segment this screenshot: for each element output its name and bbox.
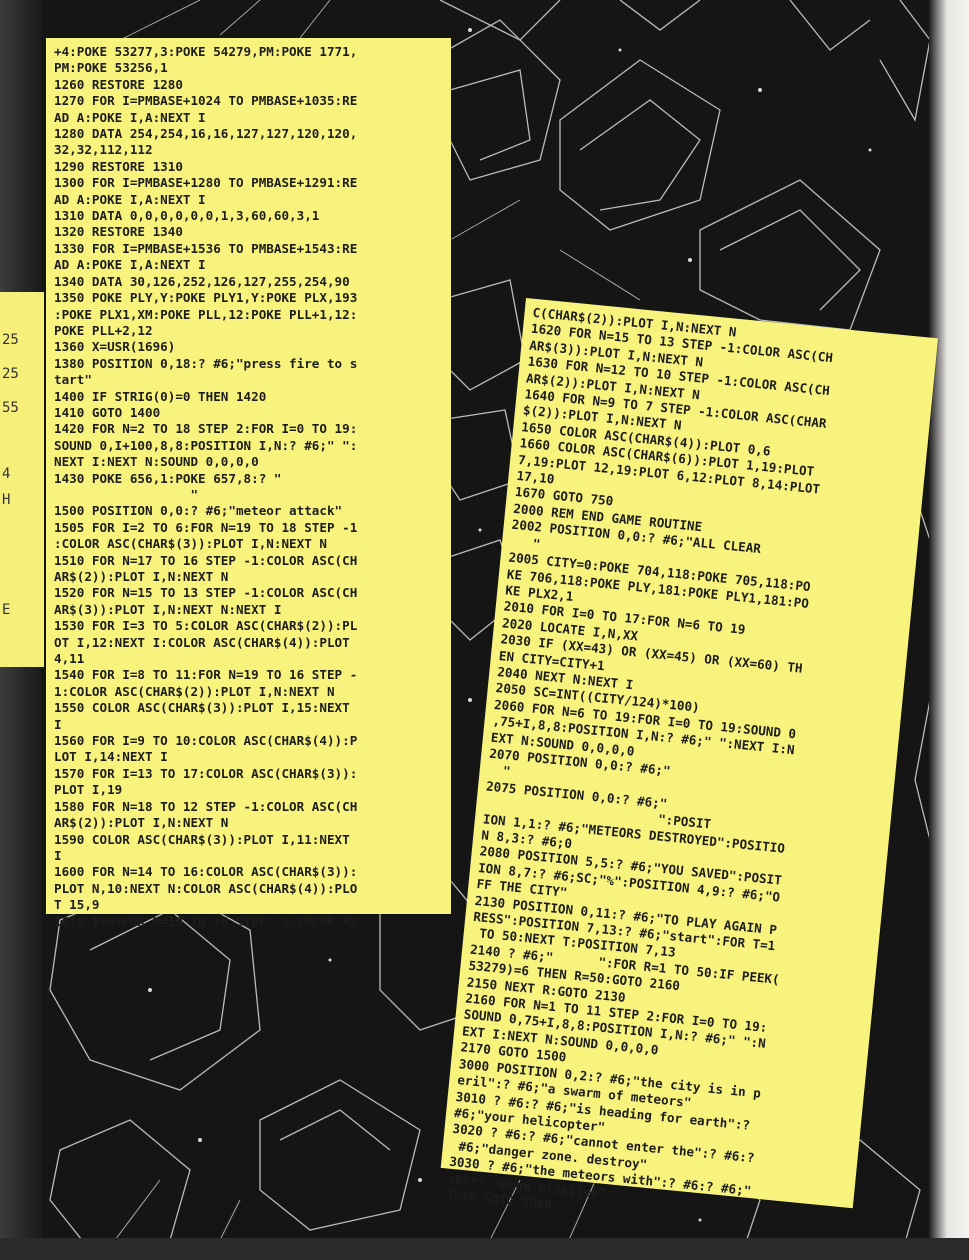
listing-right-text: C(CHAR$(2)):PLOT I,N:NEXT N 1620 FOR N=15 TO 13 STEP -1:COLOR ASC(CH AR$(3)):PLOT I,N:NEXT N 1630 FOR N=12 TO 10 STEP -1:COLOR ASC(CH AR$(2)):PLOT I,N:NEXT N 1640 FOR N=9 TO 7 STEP -1:COLOR ASC(CHAR $(2)):PLOT I,N:NEXT N 1650 COLOR ASC(CHAR$(4)):PLOT 0,6 1660 COLOR ASC(CHAR$(6)):PLOT 1,19:PLOT 7,19:PLOT 12,19:PLOT 6,12:PLOT 8,14:PLOT 17,10 1670 GOTO 750 2000 REM END GAME ROUTINE 2002 POSITION 0,0:? #6;"ALL CLEAR " 2005 CITY=0:POKE 704,118:POKE 705,118:PO KE 706,118:POKE PLY,181:POKE PLY1,181:PO KE PLX2,1 2010 FOR I=0 TO 17:FOR N=6 TO 19 2020 LOCATE I,N,XX 2030 IF (XX=43) OR (XX=45) OR (XX=60) TH EN CITY=CITY+1 2040 NEXT N:NEXT I 2050 SC=INT((CITY/124)*100) 2060 FOR N=6 TO 19:FOR I=0 TO 19:SOUND 0 ,75+I,8,8:POSITION I,N:? #6;" ":NEXT I:N EXT N:SOUND 0,0,0,0 2070 POSITION 0,0:? #6;" " 2075 POSITION 0,0:? #6;" ":POSIT ION 1,1:? #6;"METEORS DESTROYED":POSITIO N 8,3:? #6;0 2080 POSITION 5,5:? #6;"YOU SAVED":POSIT ION 8,7:? #6;SC;"%":POSITION 4,9:? #6;"O FF THE CITY" 2130 POSITION 0,11:? #6;"TO PLAY AGAIN P RESS":POSITION 7,13:? #6;"start":FOR T=1 TO 50:NEXT T:POSITION 7,13 2140 ? #6;" ":FOR R=1 TO 50:IF PEEK( 53279)=6 THEN R=50:GOTO 2160 2150 NEXT R:GOTO 2130 2160 FOR N=1 TO 11 STEP 2:FOR I=0 TO 19: SOUND 0,75+I,8,8:POSITION I,N:? #6;" ":N EXT I:NEXT N:SOUND 0,0,0,0 2170 GOTO 1500 3000 POSITION 0,2:? #6;"the city is in p eril":? #6;"a swarm of meteors" 3010 ? #6:? #6;"is heading for earth":? #6;"your helicopter" 3020 ? #6:? #6;"cannot enter the":? #6:? #6;"danger zone. destroy" 3030 ? #6;"the meteors with":? #6:? #6;" short range missiles" 3050 GOTO 1000 bbox=[445, 304, 834, 1212]
bottom-page-edge bbox=[0, 1238, 969, 1260]
page-edge bbox=[929, 0, 969, 1260]
prev-page-fragment: E bbox=[2, 602, 11, 618]
previous-page-edge bbox=[0, 292, 44, 667]
listing-left-text: +4:POKE 53277,3:POKE 54279,PM:POKE 1771, PM:POKE 53256,1 1260 RESTORE 1280 1270 FOR I=PMBASE+1024 TO PMBASE+1035:RE AD A:POKE I,A:NEXT I 1280 DATA 254,254,16,16,127,127,120,120, 32,32,112,112 1290 RESTORE 1310 1300 FOR I=PMBASE+1280 TO PMBASE+1291:RE AD A:POKE I,A:NEXT I 1310 DATA 0,0,0,0,0,0,1,3,60,60,3,1 1320 RESTORE 1340 1330 FOR I=PMBASE+1536 TO PMBASE+1543:RE AD A:POKE I,A:NEXT I 1340 DATA 30,126,252,126,127,255,254,90 1350 POKE PLY,Y:POKE PLY1,Y:POKE PLX,193 :POKE PLX1,XM:POKE PLL,12:POKE PLL+1,12: POKE PLL+2,12 1360 X=USR(1696) 1380 POSITION 0,18:? #6;"press fire to s tart" 1400 IF STRIG(0)=0 THEN 1420 1410 GOTO 1400 1420 FOR N=2 TO 18 STEP 2:FOR I=0 TO 19: SOUND 0,I+100,8,8:POSITION I,N:? #6;" ": NEXT I:NEXT N:SOUND 0,0,0,0 1430 POKE 656,1:POKE 657,8:? " " 1500 POSITION 0,0:? #6;"meteor attack" 1505 FOR I=2 TO 6:FOR N=19 TO 18 STEP -1 :COLOR ASC(CHAR$(3)):PLOT I,N:NEXT N 1510 FOR N=17 TO 16 STEP -1:COLOR ASC(CH AR$(2)):PLOT I,N:NEXT N 1520 FOR N=15 TO 13 STEP -1:COLOR ASC(CH AR$(3)):PLOT I,N:NEXT N:NEXT I 1530 FOR I=3 TO 5:COLOR ASC(CHAR$(2)):PL OT I,12:NEXT I:COLOR ASC(CHAR$(4)):PLOT 4,11 1540 FOR I=8 TO 11:FOR N=19 TO 16 STEP - 1:COLOR ASC(CHAR$(2)):PLOT I,N:NEXT N 1550 COLOR ASC(CHAR$(3)):PLOT I,15:NEXT I 1560 FOR I=9 TO 10:COLOR ASC(CHAR$(4)):P LOT I,14:NEXT I 1570 FOR I=13 TO 17:COLOR ASC(CHAR$(3)): PLOT I,19 1580 FOR N=18 TO 12 STEP -1:COLOR ASC(CH AR$(2)):PLOT I,N:NEXT N 1590 COLOR ASC(CHAR$(3)):PLOT I,11:NEXT I 1600 FOR N=14 TO 16:COLOR ASC(CHAR$(3)): PLOT N,10:NEXT N:COLOR ASC(CHAR$(4)):PLO T 15,9 1610 I=0:FOR N=19 TO 16 STEP -1:COLOR AS bbox=[54, 44, 358, 929]
prev-page-fragment: 55 bbox=[2, 400, 19, 416]
basic-listing-left bbox=[46, 38, 451, 929]
prev-page-fragment: H bbox=[2, 492, 11, 508]
prev-page-fragment: 4 bbox=[2, 466, 11, 482]
basic-listing-right bbox=[441, 298, 938, 1212]
prev-page-fragment: 25 bbox=[2, 332, 19, 348]
prev-page-fragment: 25 bbox=[2, 366, 19, 382]
